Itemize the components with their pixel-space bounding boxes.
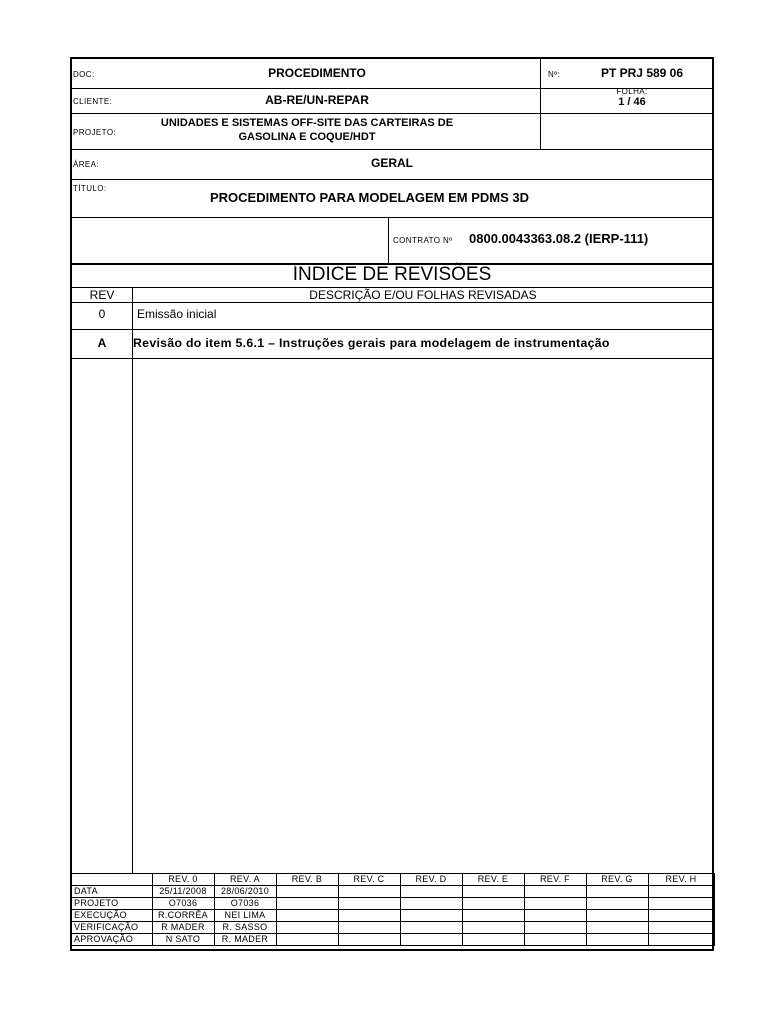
signature-table: [71, 873, 715, 946]
sig-row-label: APROVAÇÃO: [71, 934, 152, 946]
revisions-title: ÍNDICE DE REVISÕES: [292, 264, 492, 285]
col-rev-header: REV: [89, 288, 115, 302]
cliente-value: AB-RE/UN-REPAR: [265, 93, 369, 107]
area-label: ÁREA:: [73, 160, 100, 169]
rev-a-code: A: [97, 336, 107, 350]
contrato-label: CONTRATO Nº: [393, 236, 453, 245]
sig-cell: N SATO: [152, 934, 214, 946]
signature-header-row: [71, 874, 714, 886]
cliente-label: CLIENTE:: [73, 97, 113, 106]
folha-value: 1 / 46: [618, 96, 646, 108]
area-value: GERAL: [371, 156, 413, 170]
sig-col-header: REV. F: [524, 874, 586, 886]
sig-cell: R. MADER: [214, 934, 276, 946]
projeto-label: PROJETO:: [73, 128, 117, 137]
signature-row-projeto: [71, 898, 714, 910]
folha-label: FOLHA:: [616, 87, 648, 96]
signature-row-aprovacao: [71, 934, 714, 946]
sig-row-label: EXECUÇÃO: [71, 910, 152, 922]
signature-row-verificacao: [71, 922, 714, 934]
sig-cell: NEI LIMA: [214, 910, 276, 922]
sig-cell: 28/06/2010: [214, 886, 276, 898]
sig-cell: O7036: [214, 898, 276, 910]
sig-col-header: REV. E: [462, 874, 524, 886]
sig-cell: R MADER: [152, 922, 214, 934]
sig-row-label: PROJETO: [71, 898, 152, 910]
rev-0-code: 0: [98, 307, 106, 321]
titulo-label: TÍTULO:: [73, 184, 107, 193]
rev-0-desc: Emissão inicial: [137, 307, 217, 321]
sig-col-header: REV. C: [338, 874, 400, 886]
sig-col-header: REV. B: [276, 874, 338, 886]
signature-row-execucao: [71, 910, 714, 922]
sig-cell: 25/11/2008: [152, 886, 214, 898]
sig-row-label: DATA: [71, 886, 152, 898]
sig-col-header: REV. 0: [152, 874, 214, 886]
sig-row-label: VERIFICAÇÃO: [71, 922, 152, 934]
sig-cell: O7036: [152, 898, 214, 910]
sig-cell: R. SASSO: [214, 922, 276, 934]
projeto-value-line1: UNIDADES E SISTEMAS OFF-SITE DAS CARTEIRAS DE: [160, 117, 454, 129]
doc-value: PROCEDIMENTO: [268, 66, 366, 80]
numero-value: PT PRJ 589 06: [600, 66, 684, 80]
col-desc-header: DESCRIÇÃO E/OU FOLHAS REVISADAS: [309, 288, 537, 302]
rev-a-desc: Revisão do item 5.6.1 – Instruções gerais para modelagem de instrumentação: [133, 336, 610, 350]
document-sheet: [70, 57, 714, 951]
numero-label: Nº:: [548, 70, 561, 79]
signature-row-data: [71, 886, 714, 898]
doc-label: DOC:: [73, 70, 95, 79]
sig-col-header: REV. G: [586, 874, 648, 886]
titulo-value: PROCEDIMENTO PARA MODELAGEM EM PDMS 3D: [209, 190, 529, 205]
sig-cell: R.CORRÊA: [152, 910, 214, 922]
sig-col-header: REV. A: [214, 874, 276, 886]
sig-col-header: REV. H: [648, 874, 714, 886]
projeto-value-line2: GASOLINA E COQUE/HDT: [238, 131, 376, 143]
sig-col-header: REV. D: [400, 874, 462, 886]
contrato-value: 0800.0043363.08.2 (IERP-111): [469, 231, 649, 246]
